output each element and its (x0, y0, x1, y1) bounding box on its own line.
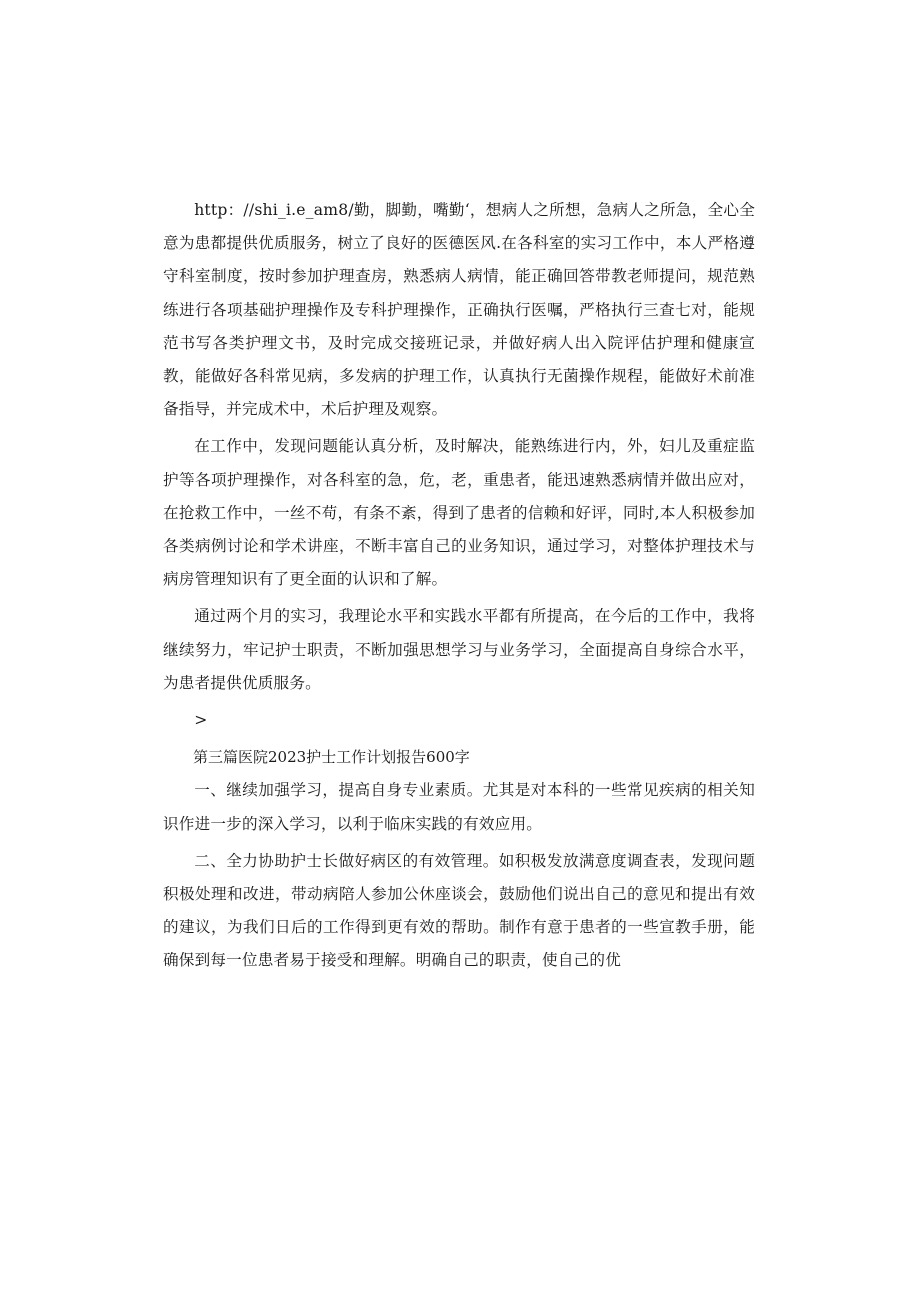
paragraph-work-performance: 在工作中，发现问题能认真分析，及时解决，能熟练进行内，外，妇儿及重症监护等各项护理操作，对各科室的急，危，老，重患者，能迅速熟悉病情并做出应对，在抢救工作中，一丝不苟，有条不紊，得到了患者的信赖和好评，同时,本人积极参加各类病例讨论和学术讲座，不断丰富自己的业务知识，通过学习，对整体护理技术与病房管理知识有了更全面的认识和了解。 (163, 437, 755, 589)
paragraph-conclusion: 通过两个月的实习，我理论水平和实践水平都有所提高，在今后的工作中，我将继续努力，牢记护士职责，不断加强思想学习与业务学习，全面提高自身综合水平，为患者提供优质服务。 (163, 607, 755, 692)
paragraph-plan-item-1: 一、继续加强学习，提高自身专业素质。尤其是对本科的一些常见疾病的相关知识作进一步的深入学习，以利于临床实践的有效应用。 (163, 781, 755, 833)
paragraph-plan-item-2: 二、全力协助护士长做好病区的有效管理。如积极发放满意度调查表，发现问题积极处理和改进，带动病陪人参加公休座谈会，鼓励他们说出自己的意见和提出有效的建议，为我们日后的工作得到更有效的帮助。制作有意于患者的一些宣教手册，能确保到每一位患者易于接受和理解。明确自己的职责，使自己的优 (163, 851, 755, 970)
document-page (163, 194, 755, 978)
section-title: 第三篇医院2023护士工作计划报告600字 (193, 748, 470, 767)
paragraph-internship-duties: http：//shi_i.e_am8/勤，脚勤，嘴勤‘，想病人之所想，急病人之所急，全心全意为患都提供优质服务，树立了良好的医德医风.在各科室的实习工作中，本人严格遵守科室制度，按时参加护理查房，熟悉病人病情，能正确回答带教老师提问，规范熟练进行各项基础护理操作及专科护理操作，正确执行医嘱，严格执行三查七对，能规范书写各类护理文书，及时完成交接班记录，并做好病人出入院评估护理和健康宣教，能做好各科常见病，多发病的护理工作，认真执行无菌操作规程，能做好术前准备指导，并完成术中，术后护理及观察。 (163, 201, 755, 419)
chevron-marker: > (194, 711, 208, 730)
